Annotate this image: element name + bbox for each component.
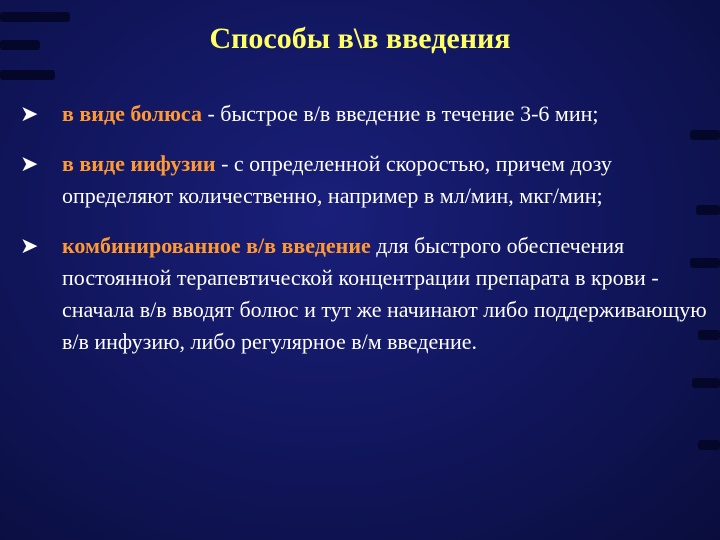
- bullet-rest: - с определенной скоростью, причем дозу определяют количественно, например в мл/мин, мкг/мин;: [62, 151, 612, 208]
- arrow-bullet-icon: ➤: [20, 101, 39, 126]
- bullet-rest: для быстрого обеспечения постоянной терапевтической концентрации препарата в крови - сначала в/в вводят болюс и тут же начинают либо поддерживающую в/в инфузию, либо регулярное в/м введение.: [62, 233, 707, 354]
- bullet-item: [20, 148, 710, 212]
- bullet-emphasis: комбинированное в/в введение: [62, 233, 371, 258]
- bullet-item: [20, 98, 710, 130]
- decor-stripe: [0, 70, 55, 80]
- bullet-emphasis: в виде болюса: [62, 101, 202, 126]
- bullet-text: [62, 230, 710, 358]
- decor-stripe: [692, 378, 720, 388]
- bullet-rest: - быстрое в/в введение в течение 3-6 мин;: [201, 101, 599, 126]
- bullet-item: [20, 230, 710, 358]
- bullet-text: [62, 98, 598, 130]
- decor-stripe: [698, 440, 720, 450]
- bullet-text: [62, 148, 710, 212]
- decor-stripe: [0, 12, 70, 22]
- bullet-list: [20, 98, 710, 376]
- arrow-bullet-icon: ➤: [20, 151, 39, 176]
- bullet-emphasis: в виде иифузии: [62, 151, 216, 176]
- arrow-bullet-icon: ➤: [20, 233, 39, 258]
- slide-title: Способы в\в введения: [209, 22, 511, 55]
